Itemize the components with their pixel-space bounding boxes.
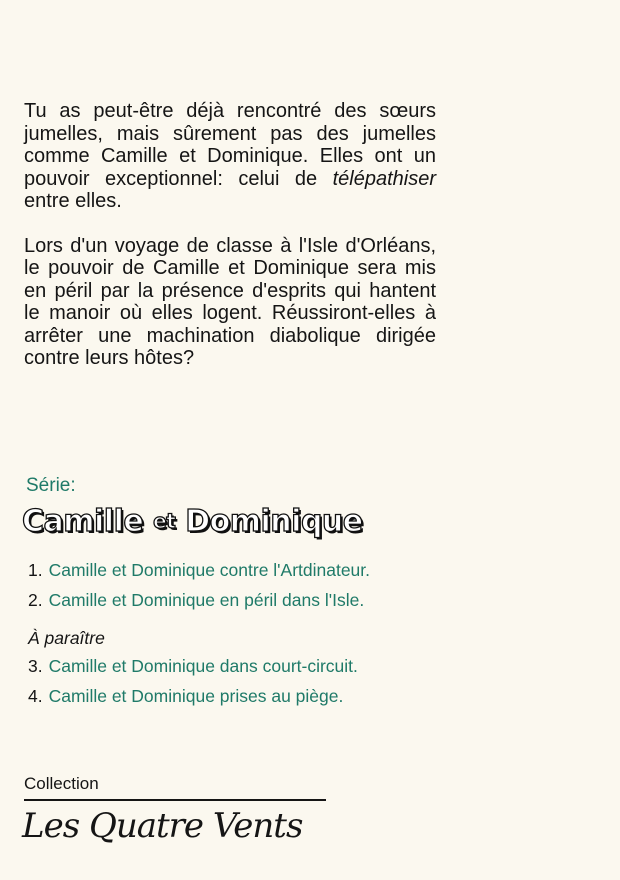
blurb-text-end: entre elles. [24,190,122,212]
book-title: Camille et Dominique contre l'Artdinateur. [48,560,371,580]
blurb-paragraph-1 [24,100,436,213]
blurb-emphasis: télépathiser [332,167,436,190]
book-title: Camille et Dominique dans court-circuit. [48,656,358,676]
book-title: Camille et Dominique prises au piège. [48,686,344,706]
blurb-text: Tu as peut-être déjà rencontré des sœurs jumelles, mais sûrement pas des jumelles comme Camille et Dominique. Elles ont un pouvoir exceptionnel: celui de [24,100,436,190]
book-item-4 [28,686,343,707]
book-item-2 [28,590,364,611]
collection-label: Collection [24,774,99,793]
book-number: 2. [28,590,43,610]
series-title-part1: Camille [22,504,144,539]
book-item-3 [28,656,358,677]
collection-logo: Les Quatre Vents [22,806,303,846]
book-number: 4. [28,686,43,706]
collection-divider [24,799,326,801]
book-item-1 [28,560,370,581]
upcoming-heading: À paraître [28,628,105,648]
series-label: Série: [26,475,76,496]
book-number: 3. [28,656,43,676]
book-title: Camille et Dominique en péril dans l'Isle. [48,590,365,610]
book-number: 1. [28,560,43,580]
back-cover-blurb [24,100,436,370]
series-title-et: et [153,509,176,533]
series-title-logo [22,504,363,539]
blurb-paragraph-2: Lors d'un voyage de classe à l'Isle d'Orléans, le pouvoir de Camille et Dominique sera mis en péril par la présence d'esprits qui hantent le manoir où elles logent. Réussiront-elles à arrêter une machination diabolique dirigée contre leurs hôtes? [24,234,436,369]
series-title-part2: Dominique [185,504,363,539]
